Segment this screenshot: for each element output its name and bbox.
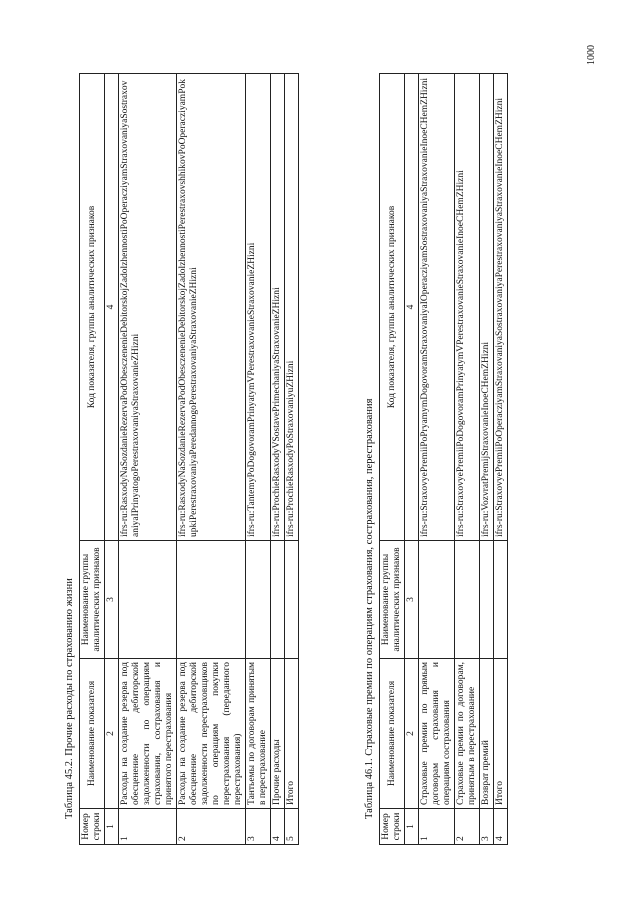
table1-header-row xyxy=(80,74,105,845)
table2-header-num: Номер строки xyxy=(380,809,405,845)
row-number: 3 xyxy=(246,809,271,845)
row-number: 2 xyxy=(177,809,246,845)
row-code: ifrs-ru:TantemyPoDogovoramPrinyatymVPerestraxovanieStraxovanieZHizni xyxy=(246,74,271,541)
row-number: 1 xyxy=(419,809,455,845)
table2-header-name: Наименование показателя xyxy=(380,659,405,809)
row-group xyxy=(494,541,508,659)
row-name: Расходы на создание резерва под обесценение дебиторской задолженности по операциям страхования, сострахования и принятого перестрахования xyxy=(119,659,177,809)
table-row xyxy=(246,74,271,845)
table1-colnum-row xyxy=(105,74,119,845)
table2-header-row xyxy=(380,74,405,845)
table-row xyxy=(419,74,455,845)
row-name: Страховые премии по прямым договорам страхования и операциям сострахования xyxy=(419,659,455,809)
table1 xyxy=(79,73,299,845)
table2-colnum: 4 xyxy=(405,74,419,541)
row-code: ifrs-ru:StraxovyePremiiPoDogovoramPrinyatymVPerestraxovanieStraxovanieInoeCHemZHizni xyxy=(455,74,480,541)
table1-colnum: 1 xyxy=(105,809,119,845)
table-row xyxy=(285,74,299,845)
table-row xyxy=(119,74,177,845)
table2-header-code: Код показателя, группы аналитических признаков xyxy=(380,74,405,541)
row-group xyxy=(285,541,299,659)
table1-header-name: Наименование показателя xyxy=(80,659,105,809)
row-group xyxy=(246,541,271,659)
row-group xyxy=(419,541,455,659)
row-name: Прочие расходы xyxy=(271,659,285,809)
row-code: ifrs-ru:RasxodyNaSozdanieRezervaPodObesczenenieDebitorskojZadolzhennostiPoOperacziyamStraxovaniyaSostraxovaniyaIPrinyatogoPerestraxovaniyaStraxovanieZHizni xyxy=(119,74,177,541)
table-row xyxy=(480,74,494,845)
row-number: 3 xyxy=(480,809,494,845)
table-row xyxy=(177,74,246,845)
row-code: ifrs-ru:RasxodyNaSozdanieRezervaPodObesczenenieDebitorskojZadolzhennostiPerestraxovshhikovPoOperacziyamPokupkiPerestraxovaniyaPeredannogoPerestraxovaniyaStraxovanieZHizni xyxy=(177,74,246,541)
table1-colnum: 4 xyxy=(105,74,119,541)
row-name: Возврат премий xyxy=(480,659,494,809)
table-row xyxy=(494,74,508,845)
table1-colnum: 2 xyxy=(105,659,119,809)
table2 xyxy=(379,73,508,845)
table1-caption: Таблица 45.2. Прочие расходы по страхованию жизни xyxy=(64,578,75,819)
table-row xyxy=(271,74,285,845)
row-code: ifrs-ru:StraxovyePremiiPoPryamymDogovoramStraxovaniyaIOperacziyamSostraxovaniyaStraxovanieInoeCHemZHizni xyxy=(419,74,455,541)
table2-header-group: Наименование группы аналитических признаков xyxy=(380,541,405,659)
page-number: 1000 xyxy=(586,45,597,65)
row-code: ifrs-ru:StraxovyePremiiPoOperacziyamStraxovaniyaSostraxovaniyaPerestraxovaniyaStraxovanieInoeCHemZHizni xyxy=(494,74,508,541)
row-name: Расходы на создание резерва под обесценение дебиторской задолженности перестраховщиков по операциям покупки перестрахования (переданного перестрахования) xyxy=(177,659,246,809)
table1-header-num: Номер строки xyxy=(80,809,105,845)
table1-header-group: Наименование группы аналитических признаков xyxy=(80,541,105,659)
table2-colnum: 3 xyxy=(405,541,419,659)
row-number: 2 xyxy=(455,809,480,845)
table1-colnum: 3 xyxy=(105,541,119,659)
table2-colnum-row xyxy=(405,74,419,845)
row-number: 4 xyxy=(494,809,508,845)
row-code: ifrs-ru:ProchieRasxodyVSostavePrimechaniyaStraxovanieZHizni xyxy=(271,74,285,541)
table2-colnum: 1 xyxy=(405,809,419,845)
row-code: ifrs-ru:ProchieRasxodyPoStraxovaniyuZHizni xyxy=(285,74,299,541)
row-group xyxy=(271,541,285,659)
row-number: 5 xyxy=(285,809,299,845)
row-name: Итого xyxy=(285,659,299,809)
row-group xyxy=(455,541,480,659)
row-number: 1 xyxy=(119,809,177,845)
row-name: Итого xyxy=(494,659,508,809)
table-row xyxy=(455,74,480,845)
table2-colnum: 2 xyxy=(405,659,419,809)
row-group xyxy=(119,541,177,659)
row-group xyxy=(177,541,246,659)
row-name: Страховые премии по договорам, принятым в перестрахование xyxy=(455,659,480,809)
table2-caption: Таблица 46.1. Страховые премии по операциям страхования, сострахования, перестрахования xyxy=(364,398,375,819)
row-code: ifrs-ru:VozvratPremijStraxovanieInoeCHemZHizni xyxy=(480,74,494,541)
row-group xyxy=(480,541,494,659)
table1-header-code: Код показателя, группы аналитических признаков xyxy=(80,74,105,541)
row-name: Тантьемы по договорам принятым в перестрахование xyxy=(246,659,271,809)
row-number: 4 xyxy=(271,809,285,845)
